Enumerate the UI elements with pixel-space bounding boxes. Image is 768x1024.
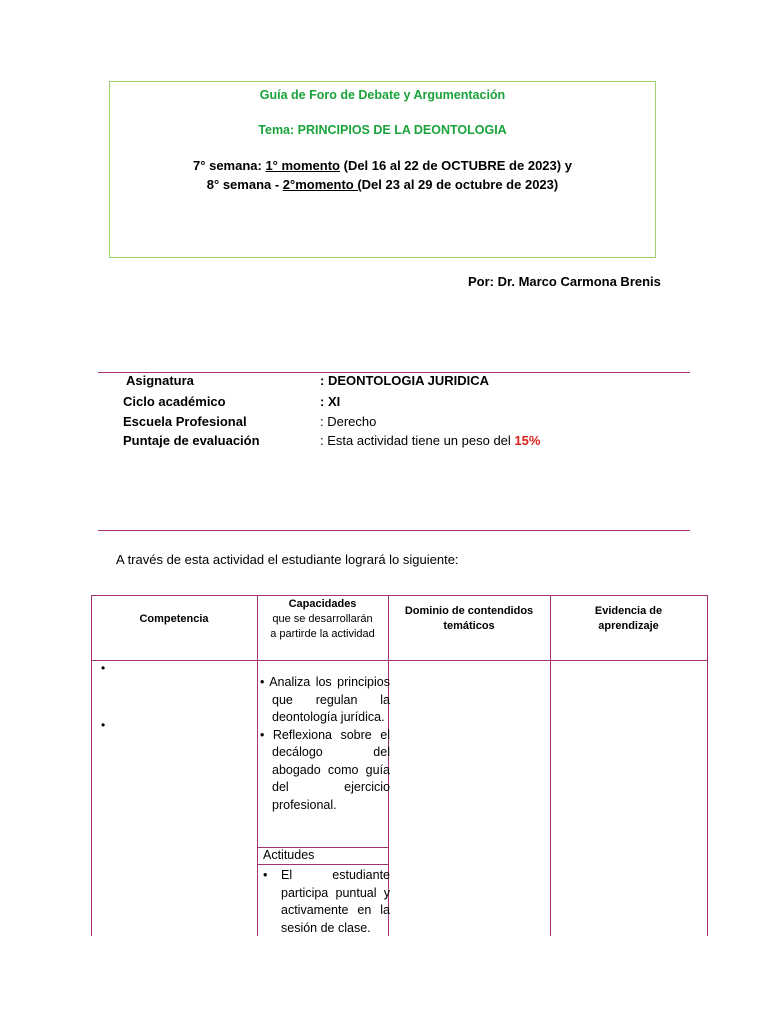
info-label-escuela: Escuela Profesional <box>123 414 247 429</box>
actitudes-label: Actitudes <box>263 848 315 862</box>
capacidad-item: • Reflexiona sobre el decálogo del abogado como guía del ejercicio profesional. <box>260 727 390 812</box>
table-right-border <box>707 595 708 936</box>
actitudes-list <box>260 867 390 937</box>
guide-title: Guía de Foro de Debate y Argumentación <box>259 88 506 102</box>
info-value-escuela: : Derecho <box>320 414 377 429</box>
header-dominio: Dominio de contendidos temáticos <box>404 605 534 632</box>
info-label-asignatura: Asignatura <box>126 373 194 388</box>
header-evidencia: Evidencia de aprendizaje <box>594 605 663 632</box>
info-label-ciclo: Ciclo académico <box>123 394 226 409</box>
actitud-item: • El estudiante participa puntual y activamente en la sesión de clase. <box>263 868 390 935</box>
capacidad-item: • Analiza los principios que regulan la deontología jurídica. <box>260 675 390 724</box>
week-line-2: 8° semana - 2°momento (Del 23 al 29 de octubre de 2023) <box>206 177 559 192</box>
info-value-puntaje: : Esta actividad tiene un peso del 15% <box>320 433 541 448</box>
header-capacidades: Capacidades que se desarrollarán a partirde la actividad <box>270 598 375 640</box>
info-label-puntaje: Puntaje de evaluación <box>123 433 260 448</box>
header-box <box>109 81 656 258</box>
table-top-border <box>91 595 708 596</box>
topic-title: Tema: PRINCIPIOS DE LA DEONTOLOGIA <box>258 123 507 137</box>
week-line-1: 7° semana: 1° momento (Del 16 al 22 de OCTUBRE de 2023) y <box>193 158 572 173</box>
table-left-border <box>91 595 92 936</box>
author-line: Por: Dr. Marco Carmona Brenis <box>468 274 661 289</box>
table-col-divider-3 <box>550 595 551 936</box>
competencia-bullet-2: • <box>101 718 106 732</box>
table-col-divider-1 <box>257 595 258 936</box>
actitudes-bottom-line <box>257 864 388 865</box>
competencia-bullet-1: • <box>101 661 106 675</box>
capacidades-list <box>260 674 390 814</box>
info-value-asignatura: : DEONTOLOGIA JURIDICA <box>320 373 490 388</box>
bottom-divider <box>98 530 690 531</box>
table-header-border <box>91 660 708 661</box>
info-value-ciclo: : XI <box>320 394 341 409</box>
intro-text: A través de esta actividad el estudiante logrará lo siguiente: <box>116 552 459 567</box>
header-competencia: Competencia <box>139 613 209 625</box>
weight-percent: 15% <box>514 433 541 448</box>
competency-table <box>91 595 708 936</box>
